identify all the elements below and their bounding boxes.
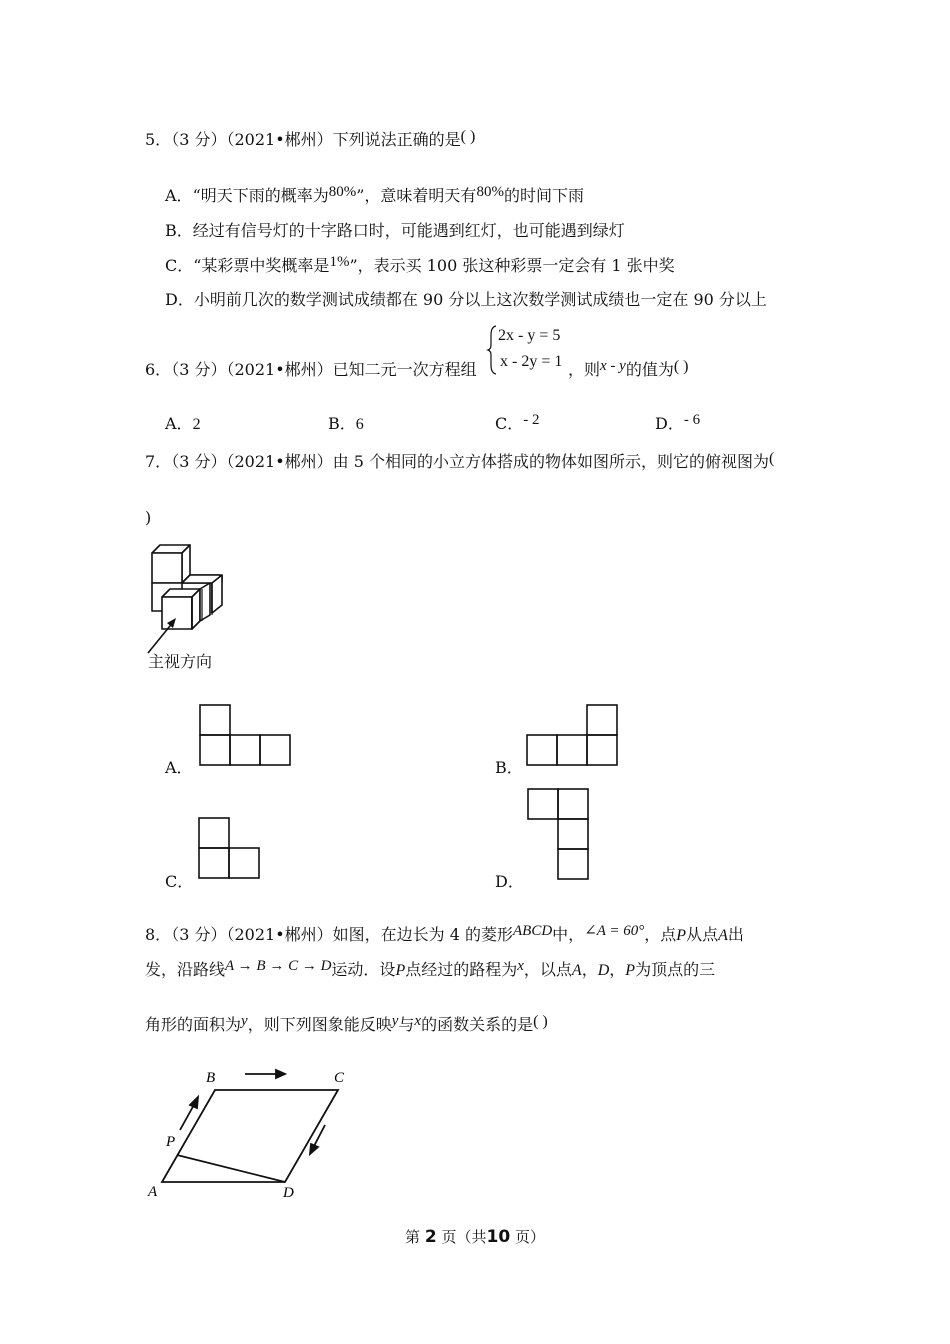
math-p: P bbox=[625, 962, 636, 979]
q8-text: 发，沿路线 bbox=[145, 960, 226, 979]
q5-number: 5． bbox=[145, 130, 172, 149]
vertex-d-label: D bbox=[283, 1185, 294, 1201]
q5-score: （3 分） bbox=[171, 130, 227, 149]
q8-text: 的函数关系的是 bbox=[421, 1015, 534, 1034]
page-footer bbox=[0, 1226, 950, 1247]
q7-paren-close: ) bbox=[145, 508, 152, 527]
q7-paren-open: ( bbox=[769, 450, 775, 467]
q5-stem-line bbox=[145, 130, 475, 151]
q5-source: （2021•郴州） bbox=[226, 130, 333, 149]
q7-cubes-figure bbox=[140, 545, 240, 665]
q7-figure-caption: 主视方向 bbox=[148, 652, 213, 671]
option-text: “明天下雨的概率为 bbox=[192, 186, 329, 205]
option-text: ”，意味着明天有 bbox=[356, 186, 477, 205]
vertex-c-label: C bbox=[334, 1070, 345, 1086]
option-text: 的时间下雨 bbox=[503, 186, 584, 205]
q6-system-brace bbox=[488, 325, 498, 375]
option-label: C． bbox=[495, 414, 524, 433]
option-text: “某彩票中奖概率是 bbox=[193, 256, 330, 275]
q5-answer-paren: ( ) bbox=[460, 128, 476, 145]
point-p-label: P bbox=[166, 1134, 176, 1150]
q6-option-c bbox=[495, 414, 540, 435]
q7-option-d-grid bbox=[527, 788, 590, 880]
q8-text: 为顶点的三 bbox=[635, 960, 716, 979]
math-percent: 80% bbox=[476, 184, 504, 200]
math-d: D bbox=[597, 962, 610, 979]
q5-option-b bbox=[165, 221, 625, 241]
q8-source: （2021•郴州） bbox=[226, 925, 333, 944]
q8-score: （3 分） bbox=[171, 925, 227, 944]
math-x: x bbox=[414, 1013, 422, 1029]
math-abcd: ABCD bbox=[513, 923, 553, 939]
option-value: 2 bbox=[192, 416, 201, 433]
math-route: A → B → C → D bbox=[225, 958, 332, 974]
option-label: A． bbox=[165, 414, 193, 433]
q8-text: 从点 bbox=[686, 925, 719, 944]
q6-stem: 已知二元一次方程组 bbox=[332, 360, 477, 379]
footer-text: 页（共 bbox=[441, 1228, 487, 1246]
q7-option-a-grid bbox=[199, 704, 291, 767]
q6-then: ，则 bbox=[568, 360, 601, 379]
q8-text: 点经过的路程为 bbox=[405, 960, 518, 979]
q7-stem-line bbox=[145, 452, 774, 473]
footer-total-pages: 10 bbox=[486, 1227, 511, 1247]
q8-text: 与 bbox=[398, 1015, 415, 1034]
math-p: P bbox=[395, 962, 406, 979]
q7-option-a-label: A． bbox=[165, 758, 193, 777]
q8-text: ，点 bbox=[644, 925, 677, 944]
option-text: 经过有信号灯的十字路口时，可能遇到红灯，也可能遇到绿灯 bbox=[192, 221, 625, 240]
option-label: D． bbox=[165, 290, 194, 309]
q7-score: （3 分） bbox=[171, 452, 227, 471]
math-p: P bbox=[676, 927, 687, 944]
math-percent: 80% bbox=[328, 184, 357, 200]
option-label: D． bbox=[655, 414, 684, 433]
math-x: x bbox=[517, 958, 524, 974]
option-label: A． bbox=[165, 186, 193, 205]
option-text: 小明前几次的数学测试成绩都在 90 分以上这次数学测试成绩也一定在 90 分以上 bbox=[193, 290, 767, 309]
rhombus-abcd bbox=[162, 1090, 338, 1182]
segment-pd bbox=[177, 1155, 285, 1182]
vertex-a-label: A bbox=[148, 1184, 158, 1200]
q6-expression: x - y bbox=[600, 358, 626, 374]
math-percent: 1% bbox=[329, 254, 350, 270]
math-a: A bbox=[571, 962, 582, 979]
math-y: y bbox=[241, 1013, 248, 1029]
q6-number: 6． bbox=[145, 360, 172, 379]
q6-answer-paren: ( ) bbox=[673, 358, 689, 375]
q6-equation-2: x - 2y = 1 bbox=[500, 353, 563, 370]
q8-text: 角形的面积为 bbox=[145, 1015, 242, 1034]
q8-text: ，则下列图象能反映 bbox=[247, 1015, 392, 1034]
q8-text: 运动．设 bbox=[331, 960, 396, 979]
q8-text: ，以点 bbox=[523, 960, 572, 979]
q7-option-d-label: D． bbox=[495, 872, 524, 891]
q5-option-d bbox=[165, 290, 767, 310]
option-label: C． bbox=[165, 256, 194, 275]
q8-text: 出 bbox=[727, 925, 744, 944]
q7-number: 7． bbox=[145, 452, 172, 471]
q6-option-d bbox=[655, 414, 700, 435]
option-value: 6 bbox=[355, 416, 364, 433]
q5-option-c bbox=[165, 256, 675, 277]
footer-text: 第 bbox=[405, 1228, 421, 1246]
q5-option-a bbox=[165, 186, 584, 207]
q5-stem: 下列说法正确的是 bbox=[332, 130, 461, 149]
option-text: ”，表示买 100 张这种彩票一定会有 1 张中奖 bbox=[349, 256, 675, 275]
vertex-b-label: B bbox=[206, 1070, 216, 1086]
q8-line-2: 发，沿路线A → B → C → D运动．设P点经过的路程为x，以点A，D，P为顶点的三 bbox=[145, 958, 716, 979]
math-y: y bbox=[391, 1013, 399, 1029]
q7-source: （2021•郴州） bbox=[226, 452, 333, 471]
q6-score: （3 分） bbox=[171, 360, 227, 379]
q6-stem-tail bbox=[568, 360, 689, 381]
option-value: - 2 bbox=[523, 412, 540, 428]
q6-equation-1: 2x - y = 5 bbox=[498, 327, 561, 344]
q7-option-b-grid bbox=[526, 704, 618, 767]
footer-page-number: 2 bbox=[424, 1227, 437, 1247]
q7-option-c-grid bbox=[198, 817, 260, 880]
q7-option-c-label: C． bbox=[165, 872, 194, 891]
q6-option-b bbox=[328, 414, 364, 435]
option-label: B． bbox=[328, 414, 356, 433]
option-label: B． bbox=[165, 221, 193, 240]
footer-text: 页） bbox=[514, 1228, 545, 1246]
q6-stem-line bbox=[145, 360, 477, 380]
q8-line-3 bbox=[145, 1015, 548, 1036]
q8-answer-paren: ( ) bbox=[533, 1013, 548, 1030]
q7-stem: 由 5 个相同的小立方体搭成的物体如图所示，则它的俯视图为 bbox=[332, 452, 769, 471]
option-value: - 6 bbox=[683, 412, 701, 428]
q8-line-1 bbox=[145, 925, 744, 946]
q8-rhombus-figure bbox=[140, 1065, 360, 1205]
q6-option-a bbox=[165, 414, 201, 435]
q8-text: 中， bbox=[552, 925, 585, 944]
math-a: A bbox=[718, 927, 728, 944]
q6-tail: 的值为 bbox=[625, 360, 674, 379]
math-angle: ∠A = 60° bbox=[584, 923, 645, 939]
q6-source: （2021•郴州） bbox=[226, 360, 333, 379]
q8-text: 如图，在边长为 4 的菱形 bbox=[332, 925, 513, 944]
q8-number: 8． bbox=[145, 925, 172, 944]
q7-option-b-label: B． bbox=[495, 758, 523, 777]
